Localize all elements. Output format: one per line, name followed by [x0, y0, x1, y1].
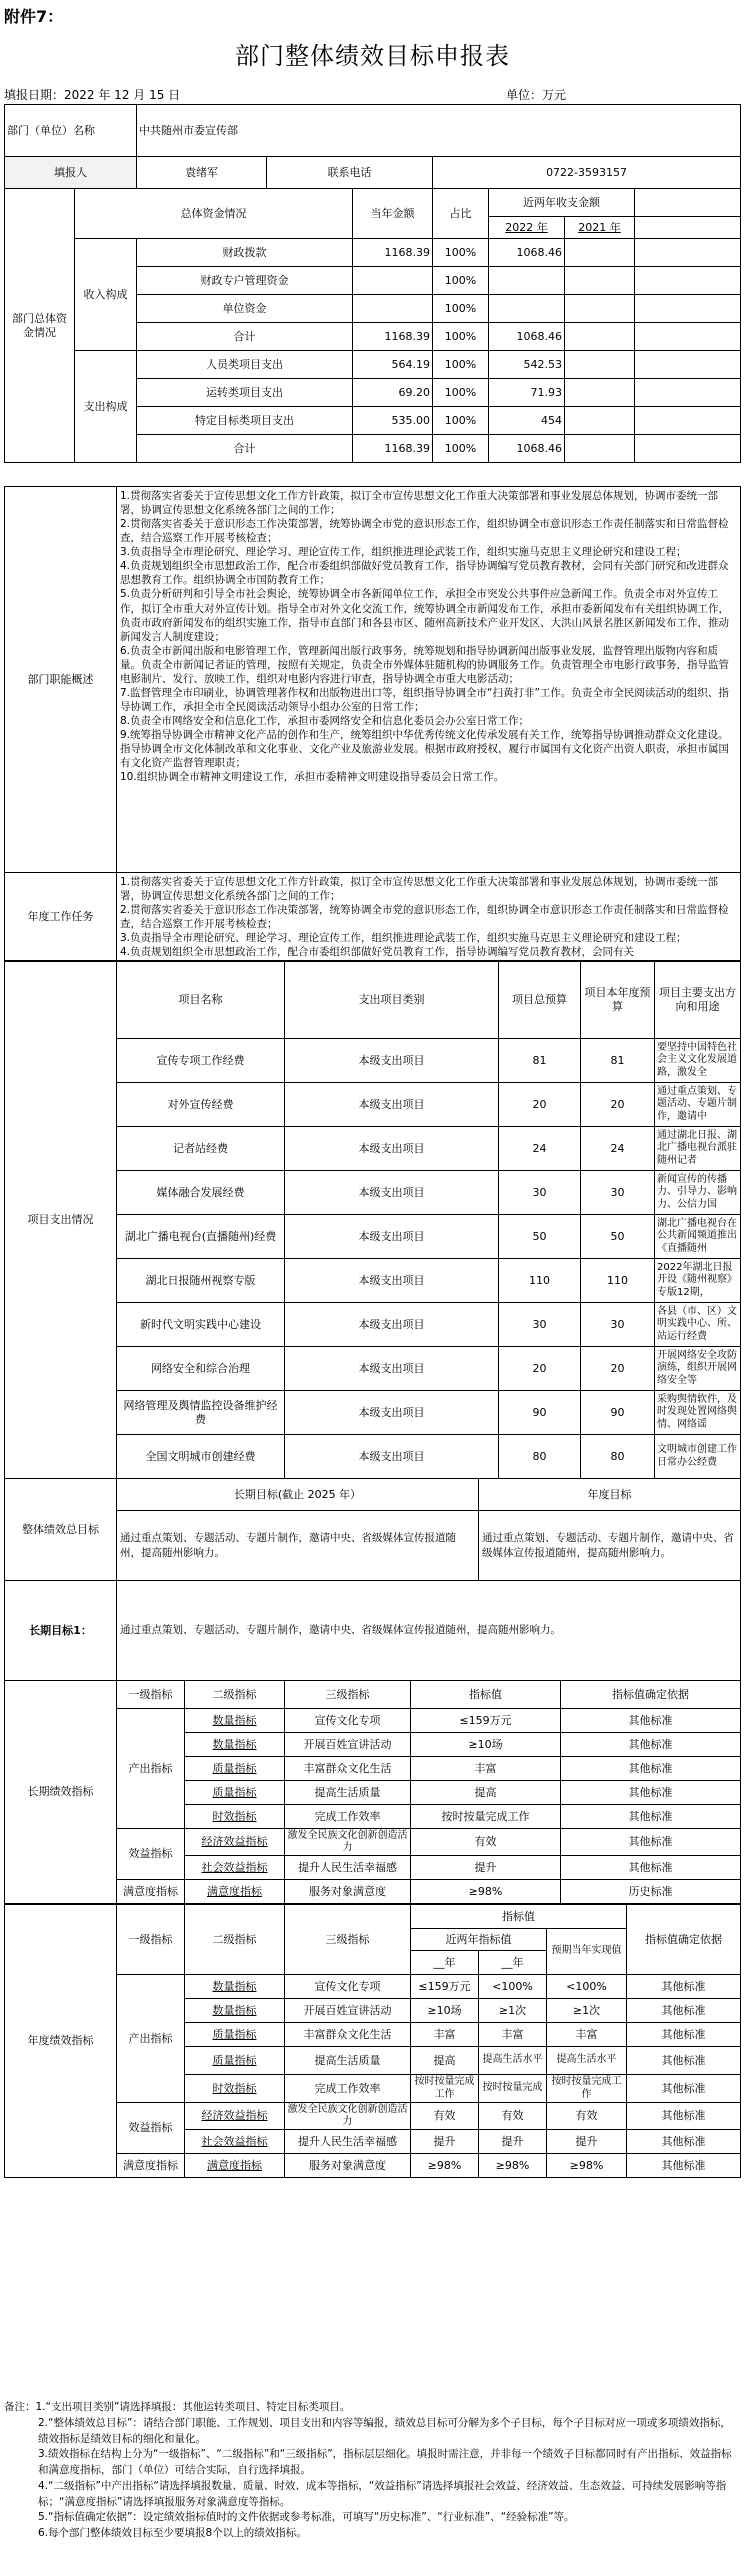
income-2021: [565, 239, 635, 267]
income-2022: [489, 267, 565, 295]
project-use: 文明城市创建工作日常办公经费: [655, 1435, 741, 1479]
note-line: 备注：1.“支出项目类别”请选择填报：其他运转类项目、特定目标类项目。: [4, 2401, 351, 2413]
funds-head-recent: 近两年收支金额: [489, 189, 635, 217]
note-line: 2.“整体绩效总目标”：请结合部门职能、工作规划、项目支出和内容等编报，绩效总目标可分解为多个子目标，每个子目标对应一项或多项绩效指标，绩效指标是绩效目标的细化和量化。: [38, 2416, 731, 2445]
annual-basis: 其他标准: [627, 2103, 741, 2130]
long-indicators-table: [4, 1680, 741, 1904]
income-amount: [353, 267, 433, 295]
project-total: 80: [499, 1435, 581, 1479]
income-total-name: 合计: [137, 323, 353, 351]
annual-indicators-label: 年度绩效指标: [5, 1905, 117, 2178]
annual-tasks-label: 年度工作任务: [5, 873, 117, 962]
annual-tasks-text: 1.贯彻落实省委关于宣传思想文化工作方针政策，拟订全市宣传思想文化工作重大决策部署和事业发展总体规划，协调市委统一部署，协调宣传思想文化系统各部门之间的工作； 2.贯彻落实省委关于意识形态工作决策部署，统筹协调全市党的意识形态工作，组织协调全市意识形态工作责任制落实和日常监督检查，结合巡察工作开展考核检查； 3.负责指导全市理论研究、理论学习、理论宣传工作，组织推进理论武装工作，组织实施马克思主义理论研究和建设工程； 4.负责规划组织全市思想政治工作，配合市委组织部做好党员教育工作，指导协调编写党员教育教材，会同有关: [117, 873, 741, 962]
long-l2: 数量指标: [185, 1733, 285, 1757]
project-year: 20: [581, 1083, 655, 1127]
expense-2022: 542.53: [489, 351, 565, 379]
projects-head-budget: 项目总预算: [499, 961, 581, 1039]
annual-y1: 丰富: [411, 2023, 479, 2047]
project-type: 本级支出项目: [285, 1127, 499, 1171]
annual-l3: 宣传文化专项: [285, 1975, 411, 1999]
annual-l2: 社会效益指标: [185, 2130, 285, 2154]
long-basis: 其他标准: [561, 1781, 741, 1805]
income-ratio: 100%: [433, 239, 489, 267]
long-basis: 历史标准: [561, 1880, 741, 1904]
long-target-head: 长期目标(截止 2025 年）: [117, 1479, 479, 1511]
long-l2: 满意度指标: [185, 1880, 285, 1904]
long-l3: 激发全民族文化创新创造活力: [285, 1829, 411, 1856]
document-header: [0, 0, 745, 104]
annual-l3: 提升人民生活幸福感: [285, 2130, 411, 2154]
projects-head-year-budget: 项目本年度预算: [581, 961, 655, 1039]
long-l3: 服务对象满意度: [285, 1880, 411, 1904]
long-indicators-label: 长期绩效指标: [5, 1681, 117, 1904]
annual-l2: 满意度指标: [185, 2154, 285, 2178]
annual-head-l1: 一级指标: [117, 1905, 185, 1975]
project-total: 30: [499, 1303, 581, 1347]
annual-expected: 提高生活水平: [547, 2047, 627, 2075]
annual-y1: ≤159万元: [411, 1975, 479, 1999]
duties-text: 1.贯彻落实省委关于宣传思想文化工作方针政策，拟订全市宣传思想文化工作重大决策部署和事业发展总体规划，协调市委统一部署，协调宣传思想文化系统各部门之间的工作； 2.贯彻落实省委关于意识形态工作决策部署，统筹协调全市党的意识形态工作，组织协调全市意识形态工作责任制落实和日常监督检查，结合巡察工作开展考核检查； 3.负责指导全市理论研究、理论学习、理论宣传工作，组织推进理论武装工作，组织实施马克思主义理论研究和建设工程； 4.负责规划组织全市思想政治工作，配合市委组织部做好党员教育工作，指导协调编写党员教育教材，会同有关部门研究和改进群众思想教育工作。组织协调全市国防教育工作； 5.负责分析研判和引导全市社会舆论，统筹协调全市各新闻单位工作，承担全市突发公共事件应急新闻工作。负责全市对外宣传工作，拟订全市重大对外宣传计划。指导全市对外文化交流工作，统筹协调全市新闻发布工作，承担市委新闻发布有关组织协调工作，负责市政府新闻发布的组织实施工作，指导市直部门和各县市区、随州高新技术产业开发区、大洪山风景名胜区新闻发布工作，推动新闻发言人制度建设； 6.负责全市新闻出版和电影管理工作，管理新闻出版行政事务，统筹规划和指导协调新闻出版事业发展，监督管理出版物内容和质量。负责全市新闻记者证的管理，按照有关规定，负责全市外媒体驻随机构的协调服务工作。负责管理全市电影行政事务，指导监管电影制片、发行、放映工作，组织对电影内容进行审查，指导协调全市重大电影活动； 7.监督管理全市印刷业，协调管理著作权和出版物进出口等，组织指导协调全市“扫黄打非”工作。负责全市全民阅读活动的组织、指导协调工作，承担全市全民阅读活动领导小组办公室的日常工作； 8.负责全市网络安全和信息化工作，承担市委网络安全和信息化委员会办公室日常工作； 9.统筹指导协调全市精神文化产品的创作和生产，统筹组织中华优秀传统文化传承发展有关工作，统筹指导协调推动群众文化建设。指导协调全市文化体制改革和文化事业、文化产业及旅游业发展。根据市政府授权，履行市属国有文化资产出资人职责，承担市属国有文化资产监督管理职责； 10.组织协调全市精神文明建设工作，承担市委精神文明建设指导委员会日常工作。: [117, 487, 741, 873]
annual-expected: 提升: [547, 2130, 627, 2154]
projects-head-name: 项目名称: [117, 961, 285, 1039]
annual-y2: 提升: [479, 2130, 547, 2154]
expense-name: 运转类项目支出: [137, 379, 353, 407]
annual-y2: 按时按量完成: [479, 2075, 547, 2103]
long-l2: 质量指标: [185, 1757, 285, 1781]
annual-head-expected: 预期当年实现值: [547, 1929, 627, 1975]
project-type: 本级支出项目: [285, 1303, 499, 1347]
long-value: ≥98%: [411, 1880, 561, 1904]
long-head-l1: 一级指标: [117, 1681, 185, 1709]
long-basis: 其他标准: [561, 1829, 741, 1856]
annual-y2: ≥1次: [479, 1999, 547, 2023]
funds-year-2022: 2022 年: [489, 217, 565, 239]
annual-l3: 丰富群众文化生活: [285, 2023, 411, 2047]
basic-funds-table: [4, 104, 741, 463]
expense-2022: 454: [489, 407, 565, 435]
annual-y1: ≥98%: [411, 2154, 479, 2178]
duties-label: 部门职能概述: [5, 487, 117, 873]
annual-expected: <100%: [547, 1975, 627, 1999]
project-use: 各县（市、区）文明实践中心、所、站运行经费: [655, 1303, 741, 1347]
annual-l2: 经济效益指标: [185, 2103, 285, 2130]
project-total: 81: [499, 1039, 581, 1083]
long-l3: 完成工作效率: [285, 1805, 411, 1829]
project-total: 50: [499, 1215, 581, 1259]
expense-name: 人员类项目支出: [137, 351, 353, 379]
expense-total-2022: 1068.46: [489, 435, 565, 463]
annual-basis: 其他标准: [627, 2047, 741, 2075]
long-basis: 其他标准: [561, 1757, 741, 1781]
annual-l2: 时效指标: [185, 2075, 285, 2103]
project-total: 110: [499, 1259, 581, 1303]
project-total: 24: [499, 1127, 581, 1171]
expense-amount: 69.20: [353, 379, 433, 407]
project-total: 20: [499, 1347, 581, 1391]
long-head-l3: 三级指标: [285, 1681, 411, 1709]
income-amount: [353, 295, 433, 323]
project-year: 30: [581, 1171, 655, 1215]
income-amount: 1168.39: [353, 239, 433, 267]
project-name: 全国文明城市创建经费: [117, 1435, 285, 1479]
funds-head-current: 当年金额: [353, 189, 433, 239]
annual-expected: 按时按量完成工作: [547, 2075, 627, 2103]
project-type: 本级支出项目: [285, 1391, 499, 1435]
project-type: 本级支出项目: [285, 1259, 499, 1303]
expense-2021: [565, 351, 635, 379]
long-basis: 其他标准: [561, 1709, 741, 1733]
annual-l3: 完成工作效率: [285, 2075, 411, 2103]
project-year: 24: [581, 1127, 655, 1171]
annual-l2: 数量指标: [185, 1975, 285, 1999]
filler-name: 袁绪军: [137, 157, 267, 189]
note-line: 6.每个部门整体绩效目标至少要填报8个以上的绩效指标。: [38, 2527, 307, 2539]
annual-y2: 丰富: [479, 2023, 547, 2047]
project-name: 湖北日报随州视察专版: [117, 1259, 285, 1303]
funds-head-total: 总体资金情况: [75, 189, 353, 239]
annual-expected: 丰富: [547, 2023, 627, 2047]
annual-head-l3: 三级指标: [285, 1905, 411, 1975]
expense-ratio: 100%: [433, 379, 489, 407]
long-basis: 其他标准: [561, 1805, 741, 1829]
annual-y1: 按时按量完成工作: [411, 2075, 479, 2103]
long-l3: 丰富群众文化生活: [285, 1757, 411, 1781]
annual-head-year-1: __年: [411, 1951, 479, 1975]
project-year: 90: [581, 1391, 655, 1435]
annual-y2: <100%: [479, 1975, 547, 1999]
expense-2022: 71.93: [489, 379, 565, 407]
annual-y2: 提高生活水平: [479, 2047, 547, 2075]
annual-target-head: 年度目标: [479, 1479, 741, 1511]
notes: [4, 2400, 740, 2542]
annual-y1: 提高: [411, 2047, 479, 2075]
income-2021: [565, 267, 635, 295]
long-goal-text: 通过重点策划、专题活动、专题片制作，邀请中央、省级媒体宣传报道随州，提高随州影响力。: [117, 1581, 741, 1681]
annual-target-text: 通过重点策划、专题活动、专题片制作，邀请中央、省级媒体宣传报道随州，提高随州影响力。: [479, 1511, 741, 1581]
project-year: 30: [581, 1303, 655, 1347]
project-use: 新闻宣传的传播力、引导力、影响力、公信力国: [655, 1171, 741, 1215]
annual-l3: 提高生活质量: [285, 2047, 411, 2075]
project-name: 记者站经费: [117, 1127, 285, 1171]
long-head-value: 指标值: [411, 1681, 561, 1709]
income-2022: [489, 295, 565, 323]
annual-head-value: 指标值: [411, 1905, 627, 1929]
project-year: 110: [581, 1259, 655, 1303]
income-group-label: 收入构成: [75, 239, 137, 351]
long-target-text: 通过重点策划、专题活动、专题片制作，邀请中央、省级媒体宣传报道随州，提高随州影响力。: [117, 1511, 479, 1581]
expense-total-name: 合计: [137, 435, 353, 463]
annual-l1-output: 产出指标: [117, 1975, 185, 2103]
expense-amount: 564.19: [353, 351, 433, 379]
dept-name: 中共随州市委宣传部: [137, 105, 741, 157]
annual-head-l2: 二级指标: [185, 1905, 285, 1975]
project-use: 要坚持中国特色社会主义文化发展道路，激发全: [655, 1039, 741, 1083]
long-value: 提高: [411, 1781, 561, 1805]
long-l1-satisfaction: 满意度指标: [117, 1880, 185, 1904]
long-value: ≥10场: [411, 1733, 561, 1757]
annual-expected: ≥1次: [547, 1999, 627, 2023]
long-l2: 社会效益指标: [185, 1856, 285, 1880]
long-l3: 提高生活质量: [285, 1781, 411, 1805]
note-line: 5.“指标值确定依据”：设定绩效指标值时的文件依据或参考标准，可填写“历史标准”、“行业标准”、“经验标准”等。: [38, 2511, 575, 2524]
annual-l1-satisfaction: 满意度指标: [117, 2154, 185, 2178]
unit-label: 单位：万元: [506, 88, 567, 102]
funds-head-ratio: 占比: [433, 189, 489, 239]
projects-label: 项目支出情况: [5, 961, 117, 1479]
fill-date: 2022 年 12 月 15 日: [64, 88, 181, 102]
project-total: 90: [499, 1391, 581, 1435]
annual-y1: 提升: [411, 2130, 479, 2154]
annual-y1: 有效: [411, 2103, 479, 2130]
annual-basis: 其他标准: [627, 2154, 741, 2178]
duties-table: [4, 486, 741, 962]
project-name: 媒体融合发展经费: [117, 1171, 285, 1215]
project-year: 20: [581, 1347, 655, 1391]
income-2021: [565, 295, 635, 323]
income-ratio: 100%: [433, 295, 489, 323]
project-name: 网络安全和综合治理: [117, 1347, 285, 1391]
project-type: 本级支出项目: [285, 1347, 499, 1391]
annual-l3: 开展百姓宣讲活动: [285, 1999, 411, 2023]
project-use: 通过湖北日报、湖北广播电视台派驻随州记者: [655, 1127, 741, 1171]
project-year: 50: [581, 1215, 655, 1259]
long-l2: 质量指标: [185, 1781, 285, 1805]
annual-basis: 其他标准: [627, 1999, 741, 2023]
income-total-amount: 1168.39: [353, 323, 433, 351]
expense-total-2021: [565, 435, 635, 463]
expense-name: 特定目标类项目支出: [137, 407, 353, 435]
overall-target-table: [4, 1478, 741, 1681]
annual-y2: ≥98%: [479, 2154, 547, 2178]
income-name: 财政拨款: [137, 239, 353, 267]
annual-basis: 其他标准: [627, 1975, 741, 1999]
project-name: 对外宣传经费: [117, 1083, 285, 1127]
annual-l2: 质量指标: [185, 2047, 285, 2075]
annual-expected: ≥98%: [547, 2154, 627, 2178]
expense-total-ratio: 100%: [433, 435, 489, 463]
expense-ratio: 100%: [433, 351, 489, 379]
long-value: 按时按量完成工作: [411, 1805, 561, 1829]
project-use: 湖北广播电视台在公共新闻频道推出《直播随州: [655, 1215, 741, 1259]
overall-label: 整体绩效总目标: [5, 1479, 117, 1581]
project-use: 通过重点策划、专题活动、专题片制作，邀请中: [655, 1083, 741, 1127]
annual-basis: 其他标准: [627, 2023, 741, 2047]
annual-basis: 其他标准: [627, 2130, 741, 2154]
funds-year-2021: 2021 年: [565, 217, 635, 239]
note-line: 4.“二级指标”中产出指标“请选择填报数量、质量、时效、成本等指标，“效益指标”请选择填报社会效益、经济效益、生态效益、可持续发展影响等指标；“满意度指标”请选择填报服务对象满意度等指标。: [38, 2479, 727, 2508]
long-l1-output: 产出指标: [117, 1709, 185, 1829]
annual-head-recent: 近两年指标值: [411, 1929, 547, 1951]
expense-group-label: 支出构成: [75, 351, 137, 463]
long-l1-effect: 效益指标: [117, 1829, 185, 1880]
income-name: 财政专户管理资金: [137, 267, 353, 295]
long-head-l2: 二级指标: [185, 1681, 285, 1709]
project-use: 开展网络安全攻防演练，组织开展网络安全等: [655, 1347, 741, 1391]
income-total-2022: 1068.46: [489, 323, 565, 351]
annex-label: 附件7：: [4, 7, 64, 26]
long-basis: 其他标准: [561, 1733, 741, 1757]
annual-expected: 有效: [547, 2103, 627, 2130]
project-name: 新时代文明实践中心建设: [117, 1303, 285, 1347]
project-total: 30: [499, 1171, 581, 1215]
filler-label: 填报人: [5, 157, 137, 189]
long-value: 丰富: [411, 1757, 561, 1781]
project-name: 宣传专项工作经费: [117, 1039, 285, 1083]
annual-l3: 服务对象满意度: [285, 2154, 411, 2178]
long-l3: 提升人民生活幸福感: [285, 1856, 411, 1880]
long-l3: 开展百姓宣讲活动: [285, 1733, 411, 1757]
long-l3: 宣传文化专项: [285, 1709, 411, 1733]
annual-head-year-2: __年: [479, 1951, 547, 1975]
long-basis: 其他标准: [561, 1856, 741, 1880]
annual-l3: 激发全民族文化创新创造活力: [285, 2103, 411, 2130]
long-l2: 数量指标: [185, 1709, 285, 1733]
page-title: 部门整体绩效目标申报表: [235, 42, 510, 70]
project-type: 本级支出项目: [285, 1215, 499, 1259]
phone-label: 联系电话: [267, 157, 433, 189]
phone-number: 0722-3593157: [433, 157, 741, 189]
project-year: 80: [581, 1435, 655, 1479]
annual-indicators-table: [4, 1904, 741, 2178]
expense-2021: [565, 379, 635, 407]
income-ratio: 100%: [433, 267, 489, 295]
annual-y2: 有效: [479, 2103, 547, 2130]
dept-label: 部门（单位）名称: [5, 105, 137, 157]
fill-date-label: 填报日期：: [4, 88, 65, 102]
expense-total-amount: 1168.39: [353, 435, 433, 463]
project-type: 本级支出项目: [285, 1083, 499, 1127]
note-line: 3.绩效指标在结构上分为“一级指标”、“二级指标”和“三级指标”，指标层层细化。填报时需注意，并非每一个绩效子目标都同时有产出指标、效益指标和满意度指标，部门（单位）可结合实际，自行选择填报。: [38, 2448, 732, 2476]
projects-table: [4, 960, 741, 1479]
long-l2: 经济效益指标: [185, 1829, 285, 1856]
projects-head-type: 支出项目类别: [285, 961, 499, 1039]
project-use: 2022年湖北日报开设《随州视察》专版12期，: [655, 1259, 741, 1303]
project-use: 采购舆情软件，及时发现处置网络舆情、网络谣: [655, 1391, 741, 1435]
income-2022: 1068.46: [489, 239, 565, 267]
projects-head-content: 项目主要支出方向和用途: [655, 961, 741, 1039]
project-year: 81: [581, 1039, 655, 1083]
annual-l2: 质量指标: [185, 2023, 285, 2047]
long-head-basis: 指标值确定依据: [561, 1681, 741, 1709]
annual-head-basis: 指标值确定依据: [627, 1905, 741, 1975]
expense-2021: [565, 407, 635, 435]
funds-section-label: 部门总体资金情况: [5, 189, 75, 463]
annual-l2: 数量指标: [185, 1999, 285, 2023]
expense-ratio: 100%: [433, 407, 489, 435]
project-name: 湖北广播电视台(直播随州)经费: [117, 1215, 285, 1259]
annual-basis: 其他标准: [627, 2075, 741, 2103]
expense-amount: 535.00: [353, 407, 433, 435]
project-type: 本级支出项目: [285, 1039, 499, 1083]
project-name: 网络管理及舆情监控设备维护经费: [117, 1391, 285, 1435]
long-value: 有效: [411, 1829, 561, 1856]
project-total: 20: [499, 1083, 581, 1127]
income-total-ratio: 100%: [433, 323, 489, 351]
long-value: 提升: [411, 1856, 561, 1880]
long-goal-label: 长期目标1：: [5, 1581, 117, 1681]
long-l2: 时效指标: [185, 1805, 285, 1829]
long-value: ≤159万元: [411, 1709, 561, 1733]
fill-date-line: [4, 86, 180, 103]
project-type: 本级支出项目: [285, 1171, 499, 1215]
income-total-2021: [565, 323, 635, 351]
income-name: 单位资金: [137, 295, 353, 323]
project-type: 本级支出项目: [285, 1435, 499, 1479]
annual-l1-effect: 效益指标: [117, 2103, 185, 2154]
annual-y1: ≥10场: [411, 1999, 479, 2023]
